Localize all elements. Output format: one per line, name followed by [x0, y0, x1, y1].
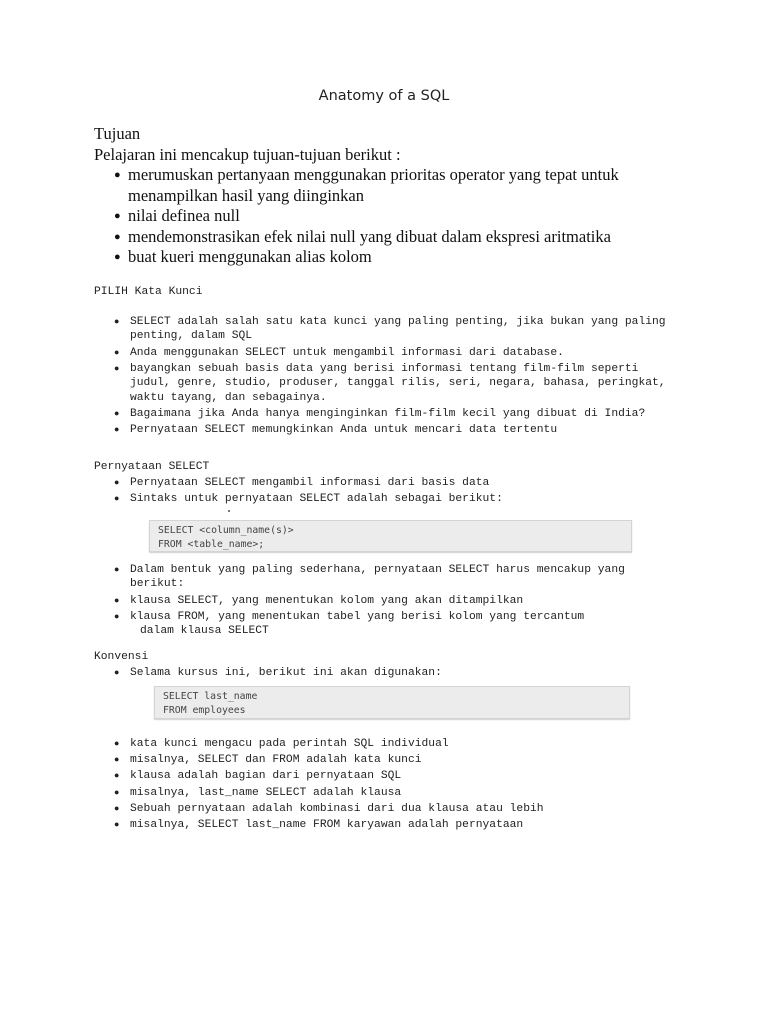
convention-section-list-bottom	[114, 737, 674, 834]
list-item: ● Sintaks untuk pernyataan SELECT adalah sebagai berikut:	[114, 492, 674, 506]
list-item: ● misalnya, SELECT dan FROM adalah kata kunci	[114, 753, 674, 767]
code-line: FROM <table_name>;	[158, 539, 265, 550]
list-item: ● merumuskan pertanyaan menggunakan prioritas operator yang tepat untuk menampilkan hasil yang diinginkan	[114, 165, 694, 206]
keyword-section-list	[114, 315, 674, 439]
list-item: ● SELECT adalah salah satu kata kunci yang paling penting, jika bukan yang paling penting, dalam SQL	[114, 315, 674, 344]
statement-section-list-bottom	[114, 563, 674, 640]
objectives-list	[94, 165, 694, 268]
list-item: ● kata kunci mengacu pada perintah SQL individual	[114, 737, 674, 751]
objectives-block	[94, 124, 694, 268]
list-item: ● Selama kursus ini, berikut ini akan digunakan:	[114, 666, 674, 680]
list-item: ● Pernyataan SELECT memungkinkan Anda untuk mencari data tertentu	[114, 423, 674, 437]
keyword-section-heading: PILIH Kata Kunci	[94, 286, 203, 298]
statement-section-list-top	[114, 476, 674, 508]
code-block-syntax	[149, 520, 632, 552]
convention-section-heading: Konvensi	[94, 651, 149, 663]
list-item: ● klausa adalah bagian dari pernyataan SQL	[114, 769, 674, 783]
convention-section-list-top	[114, 666, 674, 682]
list-item: ● Anda menggunakan SELECT untuk mengambil informasi dari database.	[114, 346, 674, 360]
list-item	[114, 610, 674, 639]
list-item: ● mendemonstrasikan efek nilai null yang dibuat dalam ekspresi aritmatika	[114, 227, 694, 248]
stray-mark	[228, 510, 230, 512]
list-item-line: klausa FROM, yang menentukan tabel yang berisi kolom yang tercantum	[130, 610, 585, 623]
code-block-example	[154, 686, 630, 719]
list-item: ● bayangkan sebuah basis data yang berisi informasi tentang film-film seperti judul, genre, studio, produser, tanggal rilis, seri, negara, bahasa, peringkat, waktu tayang, dan sebagainya.	[114, 362, 674, 405]
list-item: ● misalnya, last_name SELECT adalah klausa	[114, 786, 674, 800]
code-line: SELECT last_name	[163, 691, 258, 702]
objectives-lead: Pelajaran ini mencakup tujuan-tujuan berikut :	[94, 144, 401, 164]
list-item: ● nilai definea null	[114, 206, 694, 227]
list-item: ● buat kueri menggunakan alias kolom	[114, 247, 694, 268]
objectives-heading: Tujuan	[94, 124, 141, 143]
list-item: ● Dalam bentuk yang paling sederhana, pernyataan SELECT harus mencakup yang berikut:	[114, 563, 674, 592]
document-title: Anatomy of a SQL	[318, 88, 450, 104]
list-item-continuation: dalam klausa SELECT	[140, 625, 269, 638]
code-line: FROM employees	[163, 705, 246, 716]
list-item: ● misalnya, SELECT last_name FROM karyawan adalah pernyataan	[114, 818, 674, 832]
list-item: ● Bagaimana jika Anda hanya menginginkan film-film kecil yang dibuat di India?	[114, 407, 674, 421]
list-item: ● Pernyataan SELECT mengambil informasi dari basis data	[114, 476, 674, 490]
statement-section-heading: Pernyataan SELECT	[94, 461, 210, 473]
code-line: SELECT <column_name(s)>	[158, 525, 294, 536]
list-item: ● Sebuah pernyataan adalah kombinasi dari dua klausa atau lebih	[114, 802, 674, 816]
list-item: ● klausa SELECT, yang menentukan kolom yang akan ditampilkan	[114, 594, 674, 608]
